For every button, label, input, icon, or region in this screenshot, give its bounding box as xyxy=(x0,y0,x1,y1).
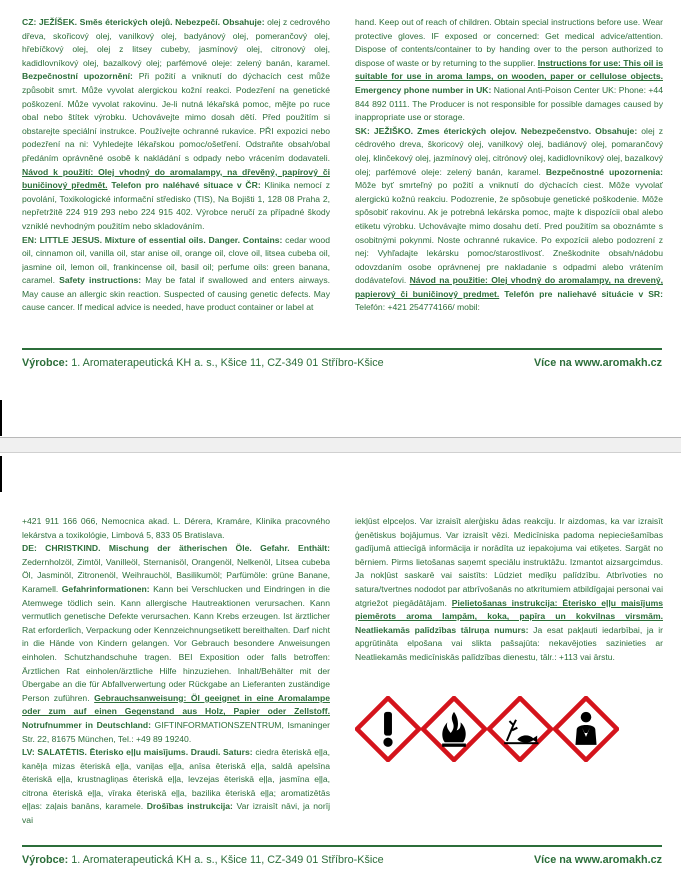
bold-run: Emergency phone number in UK: xyxy=(355,84,494,95)
text-run: ciedra ēteriskā eļļa, kanēļa mizas ēteriskā eļļa, vaniļas eļļa, anīsa ēteriskā eļļa, saldā apelsīna ēteriskā eļļa, krustnagliņas ēteriskā eļļa, levzejas ēteriskā eļļa, jasmīna eļļa, citrona ēteriskā eļļa, vīraka ēteriskā eļļa, bazilika ēteriskā eļļa; aromatizētās eļļas: zaļais banāns, karamele. xyxy=(22,747,330,812)
text-run: Klinika nemocí z povolání, Toxikologické informační středisko (TIS), Na Bojišti 1, 128 08 Praha 2, nepřetržitě 224 919 293 nebo 224 915 402. Výrobce neručí za případné škody vzniklé nevhodným použitím nebo skladováním. xyxy=(22,180,330,231)
bottom-footer-manufacturer xyxy=(22,854,384,866)
text-run: GIFTINFORMATIONSZENTRUM, Ismaninger Str. 22, 81675 München, Tel.: +49 89 19240. xyxy=(22,719,330,744)
bottom-footer-website: Více na www.aromakh.cz xyxy=(533,854,662,866)
bold-run: CZ: JEŽÍŠEK. Směs éterických olejů. Nebezpečí. Obsahuje: xyxy=(22,17,268,27)
bold-run: Bezpečnostní upozornění: xyxy=(22,71,139,82)
cut-line-lower xyxy=(0,452,681,453)
usage-instructions: Návod na použitie: Olej vhodný do aromalampy, na drevený, papierový či buničinový predmet. xyxy=(355,275,663,299)
bottom-footer-rule xyxy=(22,845,662,847)
bold-run: Gefahrinformationen: xyxy=(61,583,154,594)
separator-band xyxy=(0,438,681,452)
crop-mark-top-left xyxy=(0,400,2,436)
text-run: Môže byť smrteľný po požití a vniknutí do dýchacích ciest. Môže vyvolať alergickú kožnú reakciu. Podozrenie, že spôsobuje genetické poškodenie. Môže spôsobiť rakovinu. Ak je potrebná lekárska pomoc, majte k dispozícii obal alebo etiketu výrobku. Uchovávajte mimo dosahu detí. Pred použitím sa oboznámte s osobitnými pokynmi. Noste ochranné rukavice. Po expozícii alebo podozrení z nej: Vyhľadajte lekársku pomoc/starostlivosť. Zneškodnite obsah/nádobu odovzdaním osobe oprávnenej pre nakladanie s odpadmi alebo vrátením dodávateľovi. xyxy=(355,180,663,286)
bold-run: DE: CHRISTKIND. Mischung der ätherischen Öle. Gefahr. Enthält: xyxy=(22,543,330,554)
text-run: olej z cédrového dreva, škoricový olej, vanilkový olej, badiánový olej, pomarančový olej, klinčekový olej, jazmínový olej, citrónový olej, kadidlovníkový olej, bazalkový olej; parfémové oleje: zelený banán, karamel. xyxy=(355,125,663,177)
bold-run: Telefón pre naliehavé situácie v SR: xyxy=(499,288,663,299)
text-run: +421 911 166 066, Nemocnica akad. L. Dérera, Kramáre, Klinika pracovného lekárstva a toxikológie, Limbová 5, 833 05 Bratislava. xyxy=(22,516,330,540)
exclamation-mark-icon xyxy=(355,696,421,762)
bold-run: Neatliekamās palīdzības tālruņa numurs: xyxy=(355,624,534,635)
text-run: cedar wood oil, cinnamon oil, vanilla oil, star anise oil, orange oil, clove oil, litsea cubeba oil, jasmine oil, lemon oil, frankincense oil, basil oil; perfume oils: green banana, caramel. xyxy=(22,234,330,286)
text-run: Ja esat pakļauti iedarbībai, ja ir apgrūtināta elpošana vai slikta pašsajūta: nekavējoties sazinieties ar Neatliekamās medicīniskās palīdzības dienestu, tālr.: +113 vai ārstu. xyxy=(355,624,663,662)
usage-instructions: Gebrauchsanweisung: Öl geeignet in eine Aromalampe oder zum auf einen Gegenstand aus Holz, Papier oder Zellstoff. xyxy=(22,692,330,717)
ghs-pictograms xyxy=(355,690,615,770)
usage-instructions: Návod k použití: Olej vhodný do aromalampy, na dřevěný, papírový či buničinový předmět. xyxy=(22,166,330,191)
bold-run: LV: SALATĒTIS. Ēterisko eļļu maisījums. Draudi. Saturs: xyxy=(22,747,256,758)
text-run: Var izraisīt nāvi, ja norīj vai xyxy=(22,801,330,826)
manufacturer-value: 1. Aromaterapeutická KH a. s., Kšice 11, CZ-349 01 Stříbro-Kšice xyxy=(68,357,384,369)
text-run: May be fatal if swallowed and enters airways. May cause an allergic skin reaction. Suspected of causing genetic defects. May cause cancer. If medical advice is needed, have product container or label at xyxy=(22,275,330,313)
bottom-right-column xyxy=(355,515,663,695)
environment-icon xyxy=(487,696,553,762)
text-run: National Anti-Poison Center UK: Phone: +44 844 892 0111. The Producer is not responsible for possible damages caused by inappropriate use or storage. xyxy=(355,84,663,123)
bold-run: Drošības instrukcija: xyxy=(146,801,237,812)
text-run: Kann bei Verschlucken und Eindringen in die Atemwege tödlich sein. Kann allergische Hautreaktionen verursachen. Kann vermutlich genetische Defekte verursachen. Kann Krebs erzeugen. Ist ärztlicher Rat erforderlich, Verpackung oder Kennzeichnungsetikett bereithalten. Darf nicht in die Hände von Kindern gelangen. Vor Gebrauch besondere Anweisungen einholen. Schutzhandschuhe tragen. BEI Exposition oder falls betroffen: Ärztlichen Rat einholen/ärztliche Hilfe hinzuziehen. Inhalt/Behälter mit der Übergabe an die für Abfallverwertung oder Rückgabe an Lieferanten zuständige Person zuführen. xyxy=(22,583,330,703)
crop-mark-bottom-left xyxy=(0,456,2,492)
text-run: Zedernholzöl, Zimtöl, Vanilleöl, Sternanisöl, Orangenöl, Nelkenöl, Litsea cubeba Öl, Jasminöl, Zitronenöl, Weihrauchöl, Basilikumöl; Parfümöle: grüne Banane, Karamell. xyxy=(22,556,330,594)
manufacturer-label: Výrobce: xyxy=(22,854,69,866)
bold-run: EN: LITTLE JESUS. Mixture of essential oils. Danger. Contains: xyxy=(22,234,286,245)
flame-icon xyxy=(421,696,487,762)
top-footer-website: Více na www.aromakh.cz xyxy=(533,357,662,369)
top-footer-rule xyxy=(22,348,662,350)
usage-instructions: Pielietošanas instrukcija: Ēterisko eļļu maisījums piemērots aroma lampām, koka, papīra un kokvilnas virsmām. xyxy=(355,597,663,622)
bold-run: Telefon pro naléhavé situace v ČR: xyxy=(107,180,265,191)
manufacturer-value: 1. Aromaterapeutická KH a. s., Kšice 11, CZ-349 01 Stříbro-Kšice xyxy=(68,854,384,866)
text-run: Při požití a vniknutí do dýchacích cest může způsobit smrt. Může vyvolat alergickou kožní reakci. Podezření na genetické poškození. Může vyvolat rakovinu. Je-li nutná lékařská pomoc, mějte po ruce obal nebo štítek výrobku. Uchovávejte mimo dosah dětí. Před použitím si obstarejte speciální instrukce. Používejte ochranné rukavice. PŘI expozici nebo podezření na ni: Vyhledejte lékařskou pomoc/ošetření. Odstraňte obsah/obal předáním oprávněné osobě k nakládání s odpady nebo vrácením dodavateli. xyxy=(22,71,330,163)
bold-run: Notrufnummer in Deutschland: xyxy=(22,719,155,730)
health-hazard-icon xyxy=(553,696,619,762)
text-run: hand. Keep out of reach of children. Obtain special instructions before use. Wear protective gloves. IF exposed or concerned: Get medical advice/attention. Dispose of contents/container to by handing over to the person authorized to dispose of waste or by returning to the supplier. xyxy=(355,17,663,68)
top-right-column xyxy=(355,16,663,346)
usage-instructions: Instructions for use: This oil is suitable for use in aroma lamps, on wooden, paper or cellulose objects. xyxy=(355,57,663,82)
text-run: iekļūst elpceļos. Var izraisīt alerģisku ādas reakciju. Ir aizdomas, ka var izraisīt ģenētiskus bojājumus. Var izraisīt vēzi. Medicīniska padoma nepieciešamības gadījumā attiecīgā informācija ir norādīta uz iepakojuma vai etiķetes. Sargāt no bērniem. Pirms lietošanas saņemt speciālu instruktāžu. Izmantot aizsargcimdus. Ja nokļūst saskarē vai saistīts: Lūdziet medīķu palīdzību. Atbrīvoties no satura/tvertnes nododot par atbrīvošanās no atkritumiem atbildīgajai personai vai atgriežot piegādātājam. xyxy=(355,516,663,608)
bold-run: Bezpečnostné upozornenia: xyxy=(545,166,663,177)
text-run: Telefón: +421 254774166/ mobil: xyxy=(355,302,480,313)
manufacturer-label: Výrobce: xyxy=(22,357,69,369)
bottom-left-column xyxy=(22,515,330,843)
bold-run: Safety instructions: xyxy=(59,275,146,286)
top-footer-manufacturer xyxy=(22,357,384,369)
text-run: olej z cedrového dřeva, skořicový olej, vanilkový olej, badyánový olej, pomerančový olej, hřebíčkový olej, olej z litsey cubeby, jasmínový olej, citronový olej, kadidlovníkový olej, bazalkový olej; parfémové oleje: zelený banán, karamel. xyxy=(22,17,330,68)
top-left-column xyxy=(22,16,330,346)
bold-run: SK: JEŽIŠKO. Zmes éterických olejov. Nebezpečenstvo. Obsahuje: xyxy=(355,125,642,136)
